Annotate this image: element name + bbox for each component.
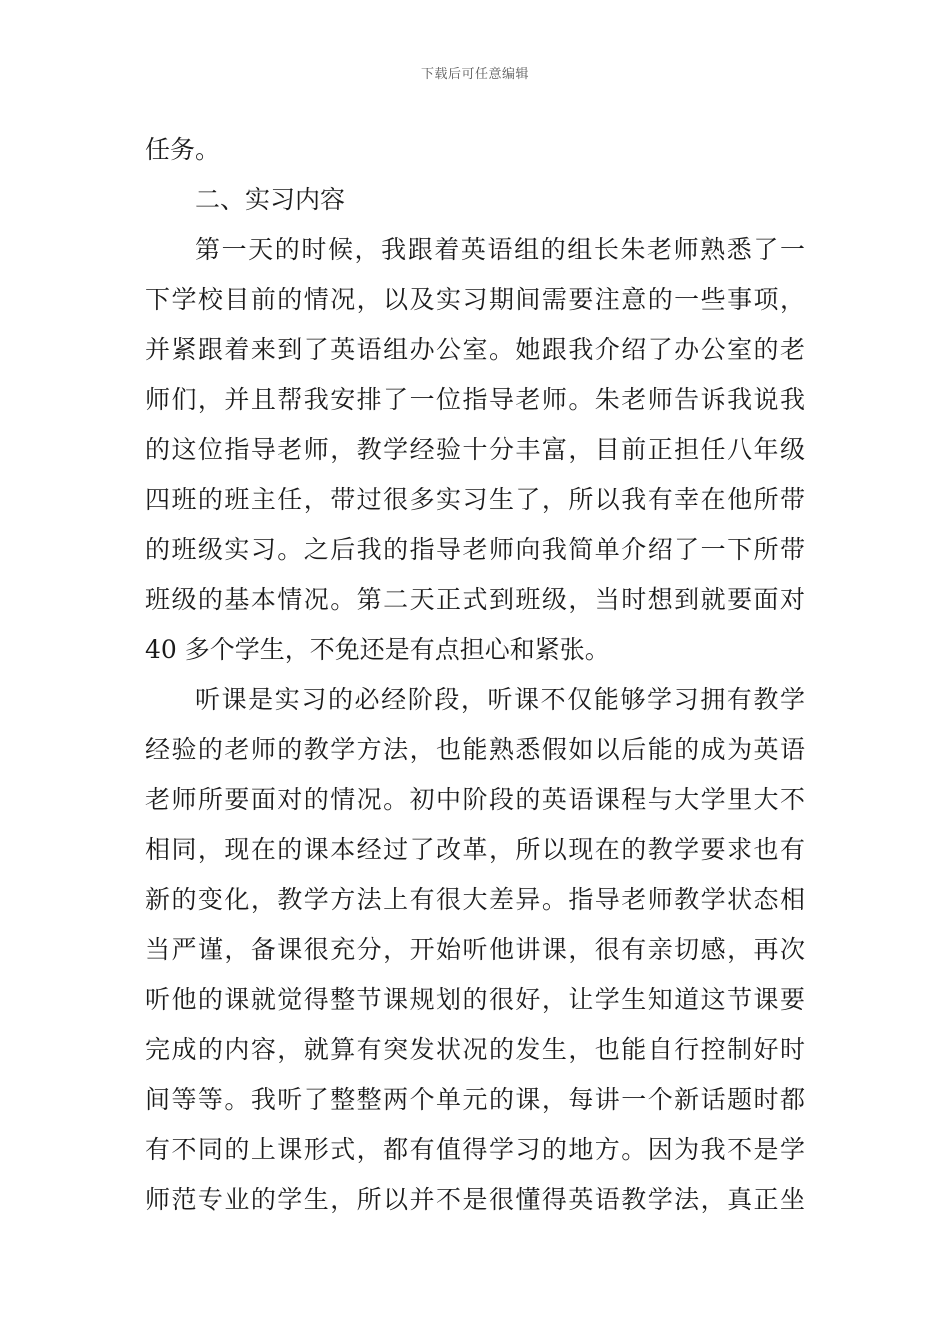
text-line: 的这位指导老师，教学经验十分丰富，目前正担任八年级	[145, 435, 805, 464]
text-line: 四班的班主任，带过很多实习生了，所以我有幸在他所带	[145, 485, 805, 514]
document-body	[145, 125, 805, 1225]
text-line: 新的变化，教学方法上有很大差异。指导老师教学状态相	[145, 885, 805, 914]
text-line: 当严谨，备课很充分，开始听他讲课，很有亲切感，再次	[145, 935, 805, 964]
text-line: 相同，现在的课本经过了改革，所以现在的教学要求也有	[145, 835, 805, 864]
text-line: 间等等。我听了整整两个单元的课，每讲一个新话题时都	[145, 1085, 805, 1114]
page-header: 下载后可任意编辑	[420, 67, 529, 82]
text-line: 任务。	[145, 135, 221, 164]
section-heading: 二、实习内容	[195, 185, 346, 214]
text-line: 有不同的上课形式，都有值得学习的地方。因为我不是学	[145, 1135, 805, 1164]
text-line: 老师所要面对的情况。初中阶段的英语课程与大学里大不	[145, 785, 805, 814]
text-line: 40 多个学生，不免还是有点担心和紧张。	[145, 635, 610, 664]
text-line: 并紧跟着来到了英语组办公室。她跟我介绍了办公室的老	[145, 335, 805, 364]
text-line: 班级的基本情况。第二天正式到班级，当时想到就要面对	[145, 585, 805, 614]
text-line: 完成的内容，就算有突发状况的发生，也能自行控制好时	[145, 1035, 805, 1064]
text-line: 下学校目前的情况，以及实习期间需要注意的一些事项，	[145, 285, 805, 314]
text-line: 师们，并且帮我安排了一位指导老师。朱老师告诉我说我	[145, 385, 805, 414]
text-line: 的班级实习。之后我的指导老师向我简单介绍了一下所带	[145, 535, 805, 564]
text-line: 经验的老师的教学方法，也能熟悉假如以后能的成为英语	[145, 735, 805, 764]
text-line: 第一天的时候，我跟着英语组的组长朱老师熟悉了一	[195, 235, 805, 264]
text-line: 师范专业的学生，所以并不是很懂得英语教学法，真正坐	[145, 1185, 805, 1214]
text-line: 听他的课就觉得整节课规划的很好，让学生知道这节课要	[145, 985, 805, 1014]
text-line: 听课是实习的必经阶段，听课不仅能够学习拥有教学	[195, 685, 805, 714]
